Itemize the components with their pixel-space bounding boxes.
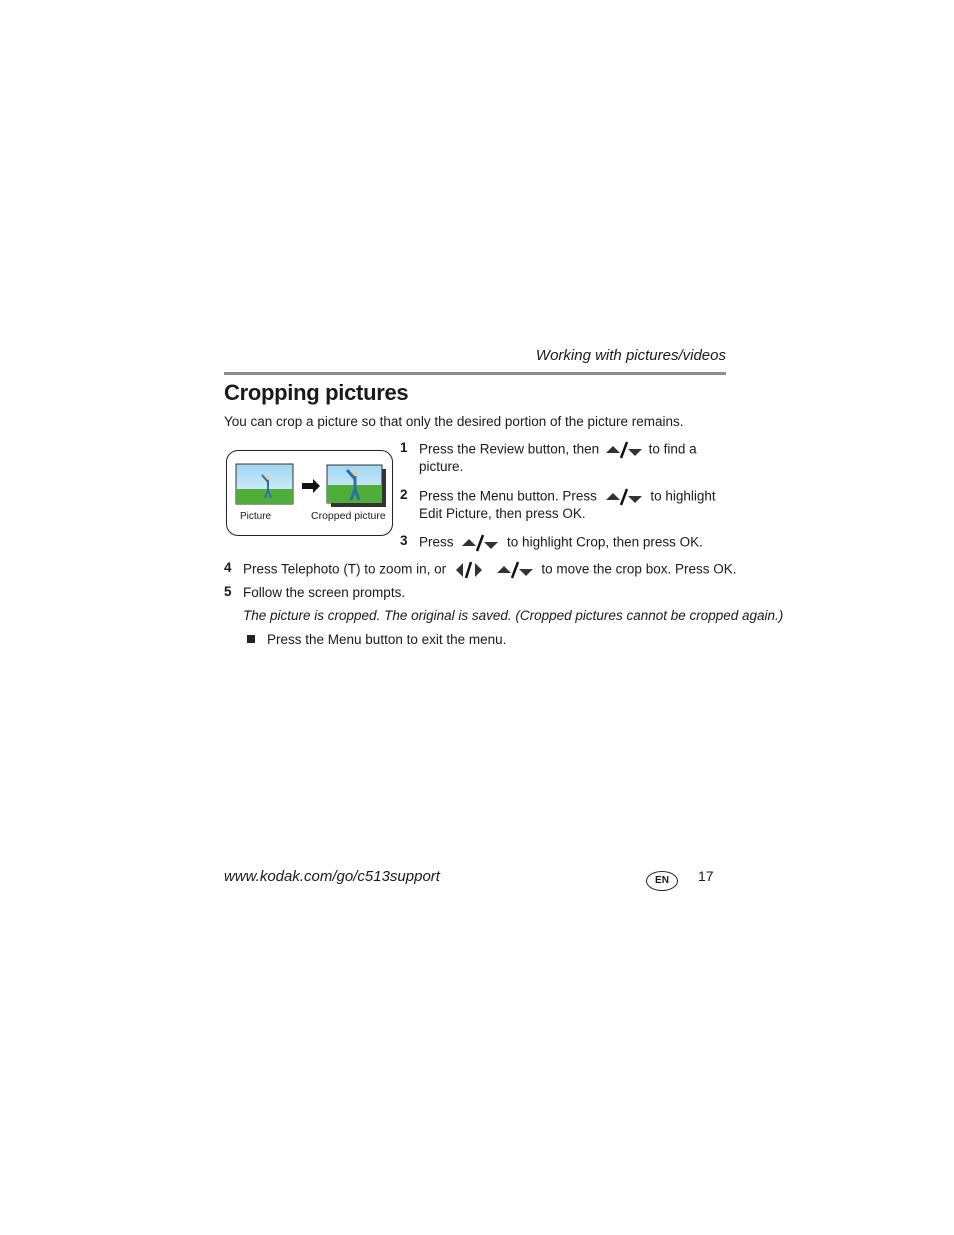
step-text: Press the Review button, then to find a <box>419 440 697 460</box>
bullet-square-icon <box>247 635 255 643</box>
up-down-arrow-icon <box>605 440 643 460</box>
bullet-text: Press the Menu button to exit the menu. <box>267 632 507 647</box>
result-note: The picture is cropped. The original is saved. (Cropped pictures cannot be cropped again.) <box>243 608 784 623</box>
figure-label-picture: Picture <box>240 511 272 522</box>
step-number: 2 <box>400 487 408 502</box>
footer-url: www.kodak.com/go/c513support <box>224 868 440 885</box>
page-number: 17 <box>698 868 714 884</box>
step-number: 4 <box>224 560 232 575</box>
figure-label-cropped: Cropped picture <box>311 510 386 522</box>
step-text: Follow the screen prompts. <box>243 585 406 600</box>
crop-illustration <box>226 450 393 536</box>
step-text: Press the Menu button. Press to highlight <box>419 487 716 507</box>
step-text: Press Telephoto (T) to zoom in, or to move the crop box. Press OK. <box>243 560 736 580</box>
crop-illustration-image <box>227 451 392 535</box>
page-title: Cropping pictures <box>224 380 409 405</box>
step-number: 3 <box>400 533 408 548</box>
up-down-arrow-icon <box>605 487 643 507</box>
step-text-cont: picture. <box>419 459 464 474</box>
up-down-arrow-icon <box>461 533 499 553</box>
left-right-arrow-icon <box>454 560 484 580</box>
header-rule <box>224 372 726 375</box>
up-down-arrow-icon <box>496 560 534 580</box>
language-badge: EN <box>646 871 678 891</box>
intro-text: You can crop a picture so that only the desired portion of the picture remains. <box>224 414 684 429</box>
step-number: 5 <box>224 584 232 599</box>
step-text-cont: Edit Picture, then press OK. <box>419 506 586 521</box>
step-text: Press to highlight Crop, then press OK. <box>419 533 703 553</box>
step-number: 1 <box>400 440 408 455</box>
running-header: Working with pictures/videos <box>535 347 726 364</box>
